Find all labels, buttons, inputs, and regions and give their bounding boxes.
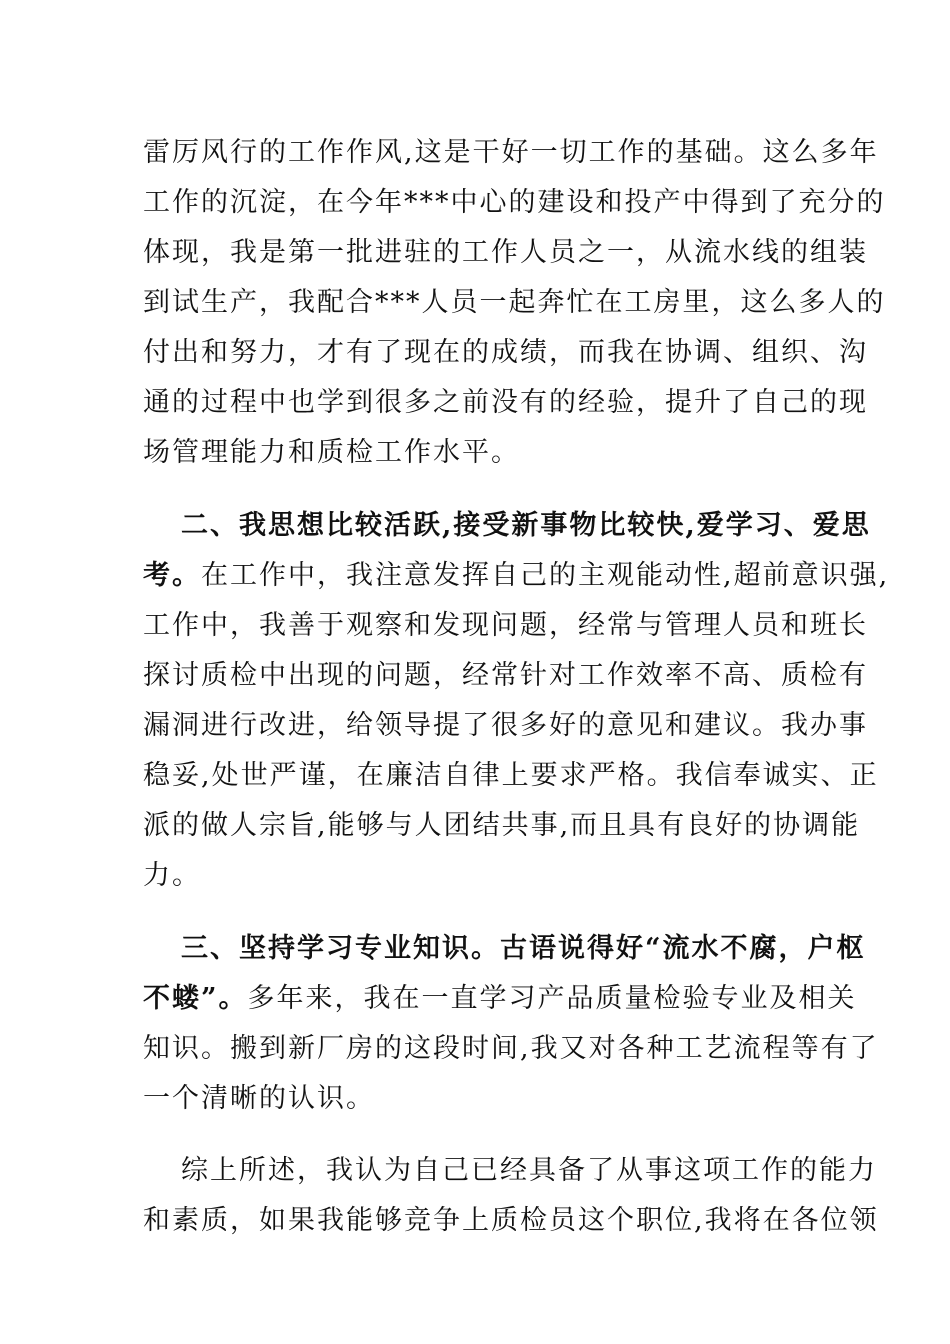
text-line — [143, 1023, 879, 1075]
text-segment: 通的过程中也学到很多之前没有的经验，提升了自己的现 — [143, 387, 868, 418]
bold-text-segment: 不蝼”。 — [143, 983, 248, 1014]
text-segment: 漏洞进行改进，给领导提了很多好的意见和建议。我办事 — [143, 710, 868, 741]
text-segment: 力。 — [143, 860, 201, 891]
text-segment: 场管理能力和质检工作水平。 — [143, 437, 520, 468]
text-segment: 体现，我是第一批进驻的工作人员之一，从流水线的组装 — [143, 237, 868, 268]
text-segment: 付出和努力，才有了现在的成绩，而我在协调、组织、沟 — [143, 337, 868, 368]
bold-text-segment: 三、坚持学习专业知识。古语说得好“流水不腐，户枢 — [181, 933, 866, 964]
text-line — [143, 800, 860, 852]
text-line — [181, 923, 866, 975]
text-segment: 一个清晰的认识。 — [143, 1083, 375, 1114]
text-segment: 多年来，我在一直学习产品质量检验专业及相关 — [247, 983, 857, 1014]
text-line — [143, 750, 879, 802]
text-line — [181, 500, 871, 552]
text-line — [143, 227, 868, 279]
text-line — [143, 427, 520, 479]
text-segment: 和素质，如果我能够竞争上质检员这个职位,我将在各位领 — [143, 1205, 879, 1236]
text-segment: 探讨质检中出现的问题，经常针对工作效率不高、质检有 — [143, 660, 868, 691]
text-segment: 知识。搬到新厂房的这段时间,我又对各种工艺流程等有了 — [143, 1033, 879, 1064]
text-line — [143, 973, 857, 1025]
text-segment: 在工作中，我注意发挥自己的主观能动性,超前意识强, — [201, 560, 890, 591]
text-line — [143, 377, 868, 429]
text-line — [143, 177, 886, 229]
text-line — [181, 1145, 877, 1197]
text-line — [143, 550, 889, 602]
text-segment: 雷厉风行的工作作风,这是干好一切工作的基础。这么多年 — [143, 137, 879, 168]
text-segment: 工作的沉淀，在今年***中心的建设和投产中得到了充分的 — [143, 187, 886, 218]
text-segment: 综上所述，我认为自己已经具备了从事这项工作的能力 — [181, 1155, 877, 1186]
text-segment: 稳妥,处世严谨，在廉洁自律上要求严格。我信奉诚实、正 — [143, 760, 879, 791]
text-segment: 到试生产，我配合***人员一起奔忙在工房里，这么多人的 — [143, 287, 886, 318]
text-line — [143, 327, 868, 379]
text-segment: 派的做人宗旨,能够与人团结共事,而且具有良好的协调能 — [143, 810, 861, 841]
text-line — [143, 127, 879, 179]
text-line — [143, 700, 868, 752]
bold-text-segment: 考。 — [143, 560, 201, 591]
text-line — [143, 1073, 375, 1125]
text-segment: 工作中，我善于观察和发现问题，经常与管理人员和班长 — [143, 610, 868, 641]
text-line — [143, 600, 868, 652]
bold-text-segment: 二、我思想比较活跃,接受新事物比较快,爱学习、爱思 — [181, 510, 871, 541]
text-line — [143, 850, 201, 902]
text-line — [143, 650, 868, 702]
text-line — [143, 277, 886, 329]
text-line — [143, 1195, 879, 1247]
